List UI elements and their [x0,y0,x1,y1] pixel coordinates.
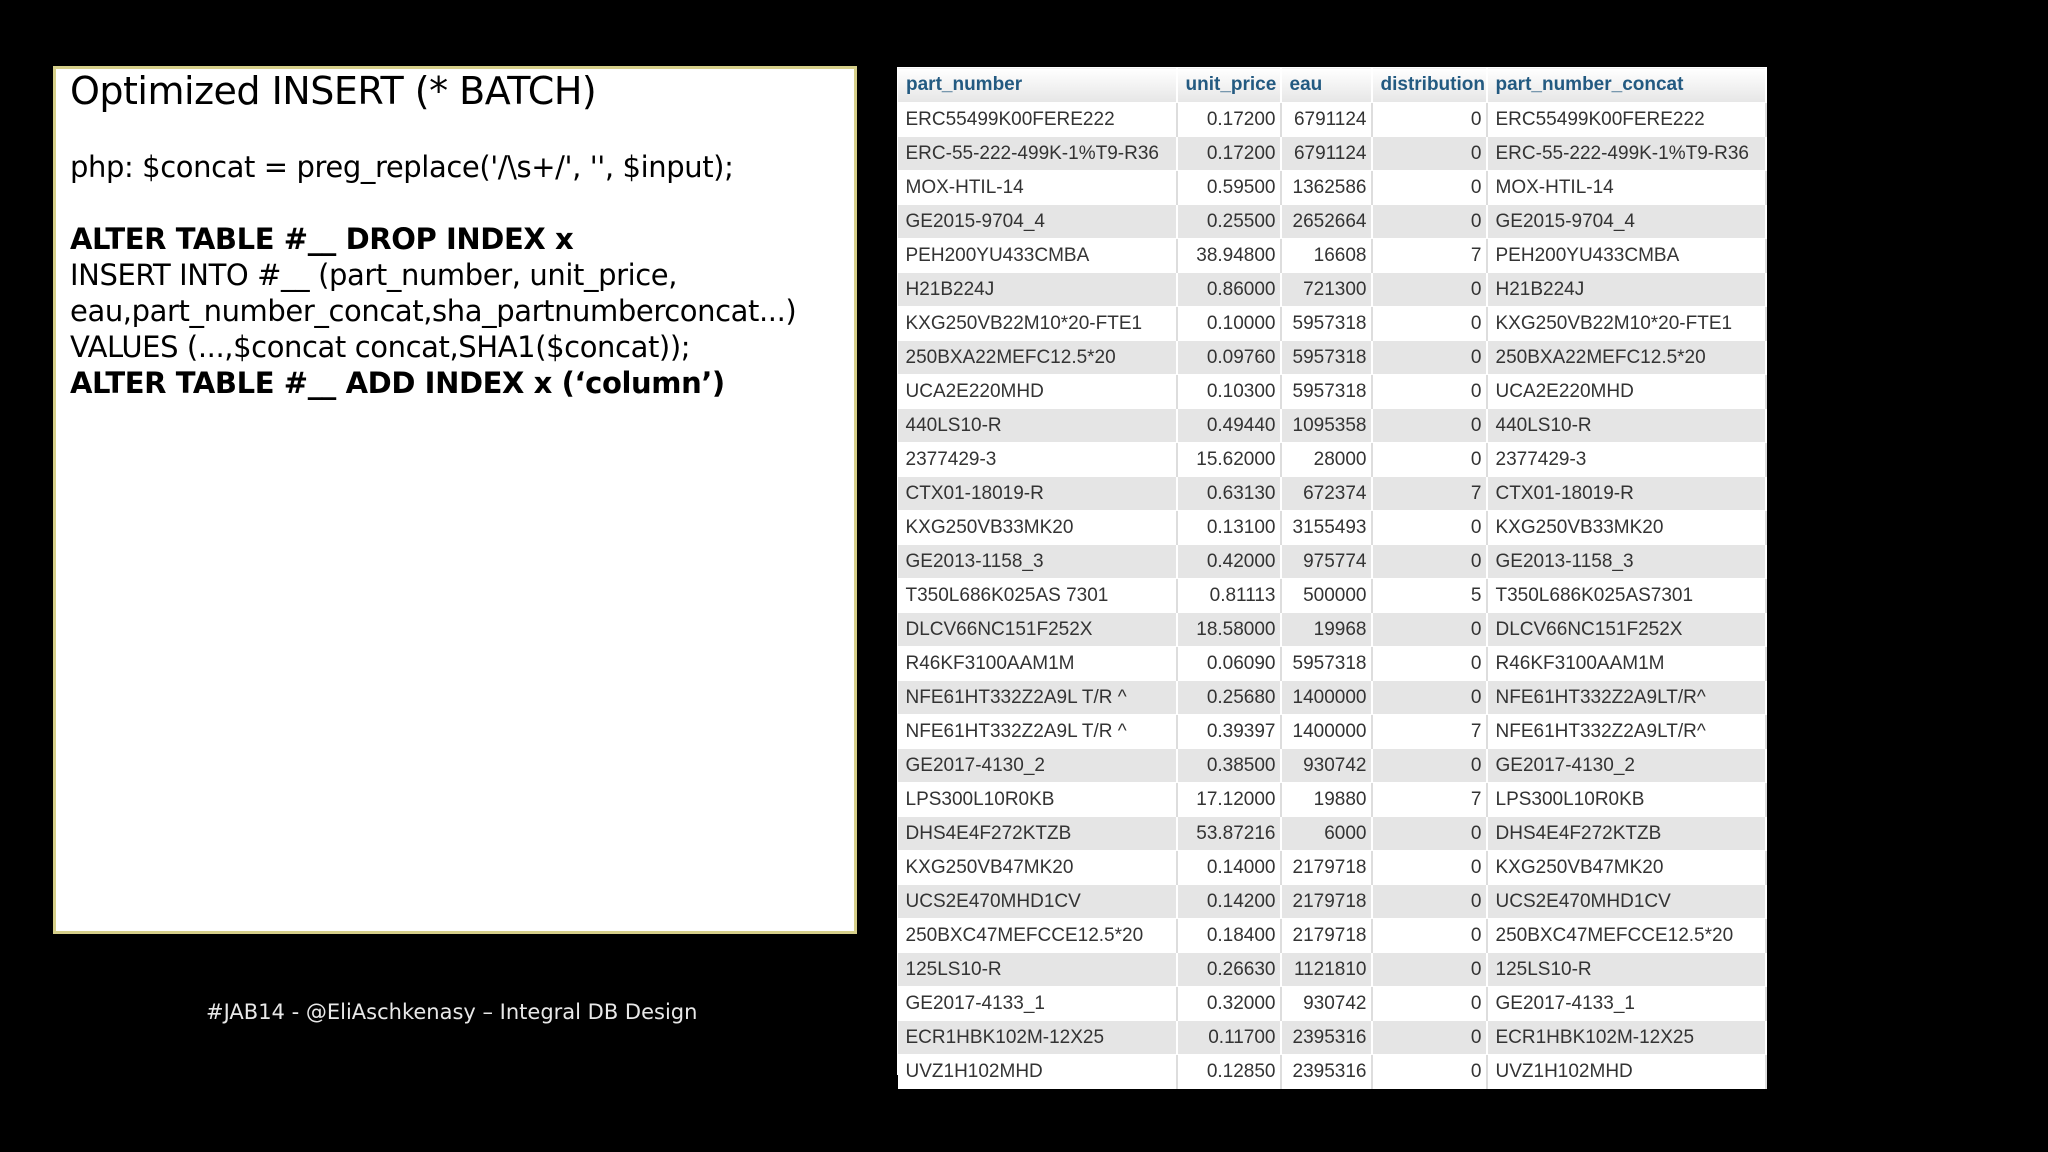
cell-distribution: 0 [1372,341,1487,375]
cell-part-number-concat: 440LS10-R [1487,409,1766,443]
cell-part-number-concat: 125LS10-R [1487,953,1766,987]
cell-part-number: R46KF3100AAM1M [898,647,1177,681]
table-row[interactable] [898,477,1766,511]
cell-part-number-concat: MOX-HTIL-14 [1487,171,1766,205]
cell-unit-price: 0.86000 [1177,273,1281,307]
cell-eau: 500000 [1281,579,1372,613]
cell-unit-price: 0.13100 [1177,511,1281,545]
cell-part-number: UCA2E220MHD [898,375,1177,409]
cell-distribution: 0 [1372,511,1487,545]
cell-part-number-concat: ERC55499K00FERE222 [1487,103,1766,137]
cell-part-number-concat: R46KF3100AAM1M [1487,647,1766,681]
table-row[interactable] [898,851,1766,885]
cell-eau: 5957318 [1281,307,1372,341]
cell-eau: 2179718 [1281,919,1372,953]
cell-distribution: 0 [1372,817,1487,851]
table-row[interactable] [898,307,1766,341]
cell-unit-price: 0.10300 [1177,375,1281,409]
cell-distribution: 0 [1372,613,1487,647]
cell-part-number: MOX-HTIL-14 [898,171,1177,205]
cell-eau: 2395316 [1281,1021,1372,1055]
cell-unit-price: 0.26630 [1177,953,1281,987]
column-header-eau[interactable]: eau [1281,68,1372,103]
cell-part-number-concat: NFE61HT332Z2A9LT/R^ [1487,715,1766,749]
cell-part-number: CTX01-18019-R [898,477,1177,511]
cell-eau: 930742 [1281,987,1372,1021]
php-code-line: php: $concat = preg_replace('/\s+/', '', $input); [70,150,734,184]
cell-part-number-concat: ECR1HBK102M-12X25 [1487,1021,1766,1055]
cell-part-number: 250BXC47MEFCCE12.5*20 [898,919,1177,953]
cell-unit-price: 0.10000 [1177,307,1281,341]
cell-part-number: NFE61HT332Z2A9L T/R ^ [898,681,1177,715]
cell-distribution: 7 [1372,477,1487,511]
table-row[interactable] [898,715,1766,749]
cell-unit-price: 18.58000 [1177,613,1281,647]
cell-distribution: 0 [1372,307,1487,341]
cell-unit-price: 0.17200 [1177,103,1281,137]
cell-unit-price: 17.12000 [1177,783,1281,817]
cell-unit-price: 0.14200 [1177,885,1281,919]
cell-part-number: 250BXA22MEFC12.5*20 [898,341,1177,375]
cell-unit-price: 0.11700 [1177,1021,1281,1055]
cell-distribution: 7 [1372,239,1487,273]
cell-part-number: NFE61HT332Z2A9L T/R ^ [898,715,1177,749]
table-row[interactable] [898,511,1766,545]
cell-part-number: 125LS10-R [898,953,1177,987]
cell-eau: 721300 [1281,273,1372,307]
cell-distribution: 0 [1372,953,1487,987]
cell-part-number-concat: PEH200YU433CMBA [1487,239,1766,273]
cell-eau: 28000 [1281,443,1372,477]
table-row[interactable] [898,137,1766,171]
cell-unit-price: 0.09760 [1177,341,1281,375]
values-line: VALUES (...,$concat concat,SHA1($concat)); [70,330,691,364]
column-header-distribution[interactable]: distribution [1372,68,1487,103]
table-row[interactable] [898,953,1766,987]
table-row[interactable] [898,443,1766,477]
column-header-part-number-concat[interactable]: part_number_concat [1487,68,1766,103]
cell-eau: 1400000 [1281,681,1372,715]
cell-distribution: 0 [1372,137,1487,171]
cell-part-number-concat: ERC-55-222-499K-1%T9-R36 [1487,137,1766,171]
cell-eau: 1095358 [1281,409,1372,443]
cell-distribution: 0 [1372,1055,1487,1089]
cell-eau: 672374 [1281,477,1372,511]
drop-index-line: ALTER TABLE #__ DROP INDEX x [70,222,574,256]
cell-part-number: DHS4E4F272KTZB [898,817,1177,851]
cell-distribution: 0 [1372,443,1487,477]
table-row[interactable] [898,239,1766,273]
cell-distribution: 0 [1372,545,1487,579]
cell-unit-price: 0.81113 [1177,579,1281,613]
cell-unit-price: 0.59500 [1177,171,1281,205]
insert-line-2: eau,part_number_concat,sha_partnumberconcat...) [70,294,797,328]
cell-eau: 5957318 [1281,647,1372,681]
cell-eau: 19968 [1281,613,1372,647]
cell-part-number-concat: GE2015-9704_4 [1487,205,1766,239]
cell-eau: 6791124 [1281,103,1372,137]
cell-part-number-concat: CTX01-18019-R [1487,477,1766,511]
table-row[interactable] [898,885,1766,919]
table-row[interactable] [898,579,1766,613]
table-row[interactable] [898,409,1766,443]
table-row[interactable] [898,613,1766,647]
cell-unit-price: 0.49440 [1177,409,1281,443]
cell-unit-price: 0.25500 [1177,205,1281,239]
cell-part-number: H21B224J [898,273,1177,307]
cell-distribution: 0 [1372,205,1487,239]
cell-eau: 6000 [1281,817,1372,851]
cell-distribution: 0 [1372,409,1487,443]
cell-eau: 1362586 [1281,171,1372,205]
cell-unit-price: 0.39397 [1177,715,1281,749]
cell-part-number-concat: T350L686K025AS7301 [1487,579,1766,613]
cell-distribution: 0 [1372,987,1487,1021]
cell-part-number: KXG250VB47MK20 [898,851,1177,885]
cell-unit-price: 0.12850 [1177,1055,1281,1089]
cell-eau: 1121810 [1281,953,1372,987]
cell-part-number: KXG250VB33MK20 [898,511,1177,545]
cell-part-number-concat: GE2017-4130_2 [1487,749,1766,783]
insert-line-1: INSERT INTO #__ (part_number, unit_price, [70,258,678,292]
cell-eau: 3155493 [1281,511,1372,545]
cell-part-number-concat: NFE61HT332Z2A9LT/R^ [1487,681,1766,715]
cell-unit-price: 38.94800 [1177,239,1281,273]
table-row[interactable] [898,919,1766,953]
cell-part-number: UVZ1H102MHD [898,1055,1177,1089]
cell-unit-price: 0.32000 [1177,987,1281,1021]
cell-eau: 5957318 [1281,341,1372,375]
cell-part-number-concat: DHS4E4F272KTZB [1487,817,1766,851]
cell-part-number-concat: GE2013-1158_3 [1487,545,1766,579]
cell-part-number: PEH200YU433CMBA [898,239,1177,273]
cell-distribution: 0 [1372,749,1487,783]
cell-part-number-concat: 2377429-3 [1487,443,1766,477]
cell-eau: 975774 [1281,545,1372,579]
cell-distribution: 0 [1372,647,1487,681]
cell-eau: 930742 [1281,749,1372,783]
table-row[interactable] [898,103,1766,137]
cell-distribution: 0 [1372,885,1487,919]
table-header-row [898,68,1766,103]
cell-part-number: ERC55499K00FERE222 [898,103,1177,137]
slide-panel [53,66,857,934]
cell-part-number: DLCV66NC151F252X [898,613,1177,647]
cell-distribution: 0 [1372,273,1487,307]
cell-unit-price: 0.25680 [1177,681,1281,715]
cell-part-number-concat: KXG250VB33MK20 [1487,511,1766,545]
cell-part-number-concat: H21B224J [1487,273,1766,307]
cell-part-number-concat: KXG250VB47MK20 [1487,851,1766,885]
cell-unit-price: 0.06090 [1177,647,1281,681]
table-row[interactable] [898,987,1766,1021]
footer-credit: #JAB14 - @EliAschkenasy – Integral DB Design [206,1000,698,1024]
cell-distribution: 0 [1372,1021,1487,1055]
cell-eau: 2652664 [1281,205,1372,239]
cell-distribution: 0 [1372,681,1487,715]
cell-unit-price: 15.62000 [1177,443,1281,477]
cell-unit-price: 0.42000 [1177,545,1281,579]
cell-unit-price: 53.87216 [1177,817,1281,851]
cell-part-number: ERC-55-222-499K-1%T9-R36 [898,137,1177,171]
table-row[interactable] [898,1055,1766,1089]
cell-part-number-concat: 250BXC47MEFCCE12.5*20 [1487,919,1766,953]
cell-distribution: 5 [1372,579,1487,613]
cell-unit-price: 0.18400 [1177,919,1281,953]
cell-distribution: 0 [1372,375,1487,409]
cell-eau: 5957318 [1281,375,1372,409]
cell-part-number-concat: 250BXA22MEFC12.5*20 [1487,341,1766,375]
table-row[interactable] [898,817,1766,851]
cell-distribution: 0 [1372,171,1487,205]
add-index-line: ALTER TABLE #__ ADD INDEX x (‘column’) [70,366,725,400]
cell-distribution: 0 [1372,919,1487,953]
table-row[interactable] [898,1021,1766,1055]
cell-part-number: 440LS10-R [898,409,1177,443]
cell-distribution: 0 [1372,851,1487,885]
cell-part-number-concat: KXG250VB22M10*20-FTE1 [1487,307,1766,341]
table-row[interactable] [898,749,1766,783]
cell-eau: 2179718 [1281,851,1372,885]
table-row[interactable] [898,783,1766,817]
table-row[interactable] [898,545,1766,579]
column-header-part-number[interactable]: part_number [898,68,1177,103]
cell-part-number-concat: DLCV66NC151F252X [1487,613,1766,647]
cell-unit-price: 0.17200 [1177,137,1281,171]
cell-part-number-concat: LPS300L10R0KB [1487,783,1766,817]
cell-part-number: ECR1HBK102M-12X25 [898,1021,1177,1055]
cell-part-number: KXG250VB22M10*20-FTE1 [898,307,1177,341]
results-table-container [897,67,1765,1082]
cell-unit-price: 0.63130 [1177,477,1281,511]
cell-distribution: 7 [1372,715,1487,749]
cell-part-number: UCS2E470MHD1CV [898,885,1177,919]
cell-part-number-concat: UCA2E220MHD [1487,375,1766,409]
cell-part-number: 2377429-3 [898,443,1177,477]
cell-part-number: GE2013-1158_3 [898,545,1177,579]
cell-eau: 16608 [1281,239,1372,273]
cell-eau: 2179718 [1281,885,1372,919]
cell-part-number: GE2017-4133_1 [898,987,1177,1021]
results-table [897,67,1767,1089]
table-row[interactable] [898,205,1766,239]
table-row[interactable] [898,375,1766,409]
cell-eau: 19880 [1281,783,1372,817]
table-row[interactable] [898,647,1766,681]
cell-eau: 2395316 [1281,1055,1372,1089]
table-row[interactable] [898,681,1766,715]
cell-eau: 6791124 [1281,137,1372,171]
cell-unit-price: 0.38500 [1177,749,1281,783]
cell-part-number: LPS300L10R0KB [898,783,1177,817]
cell-part-number: GE2017-4130_2 [898,749,1177,783]
cell-part-number-concat: GE2017-4133_1 [1487,987,1766,1021]
cell-part-number: T350L686K025AS 7301 [898,579,1177,613]
cell-part-number-concat: UCS2E470MHD1CV [1487,885,1766,919]
cell-unit-price: 0.14000 [1177,851,1281,885]
cell-distribution: 0 [1372,103,1487,137]
cell-part-number: GE2015-9704_4 [898,205,1177,239]
cell-part-number-concat: UVZ1H102MHD [1487,1055,1766,1089]
table-row[interactable] [898,341,1766,375]
column-header-unit-price[interactable]: unit_price [1177,68,1281,103]
slide-title: Optimized INSERT (* BATCH) [70,69,597,113]
cell-eau: 1400000 [1281,715,1372,749]
table-row[interactable] [898,171,1766,205]
cell-distribution: 7 [1372,783,1487,817]
table-row[interactable] [898,273,1766,307]
